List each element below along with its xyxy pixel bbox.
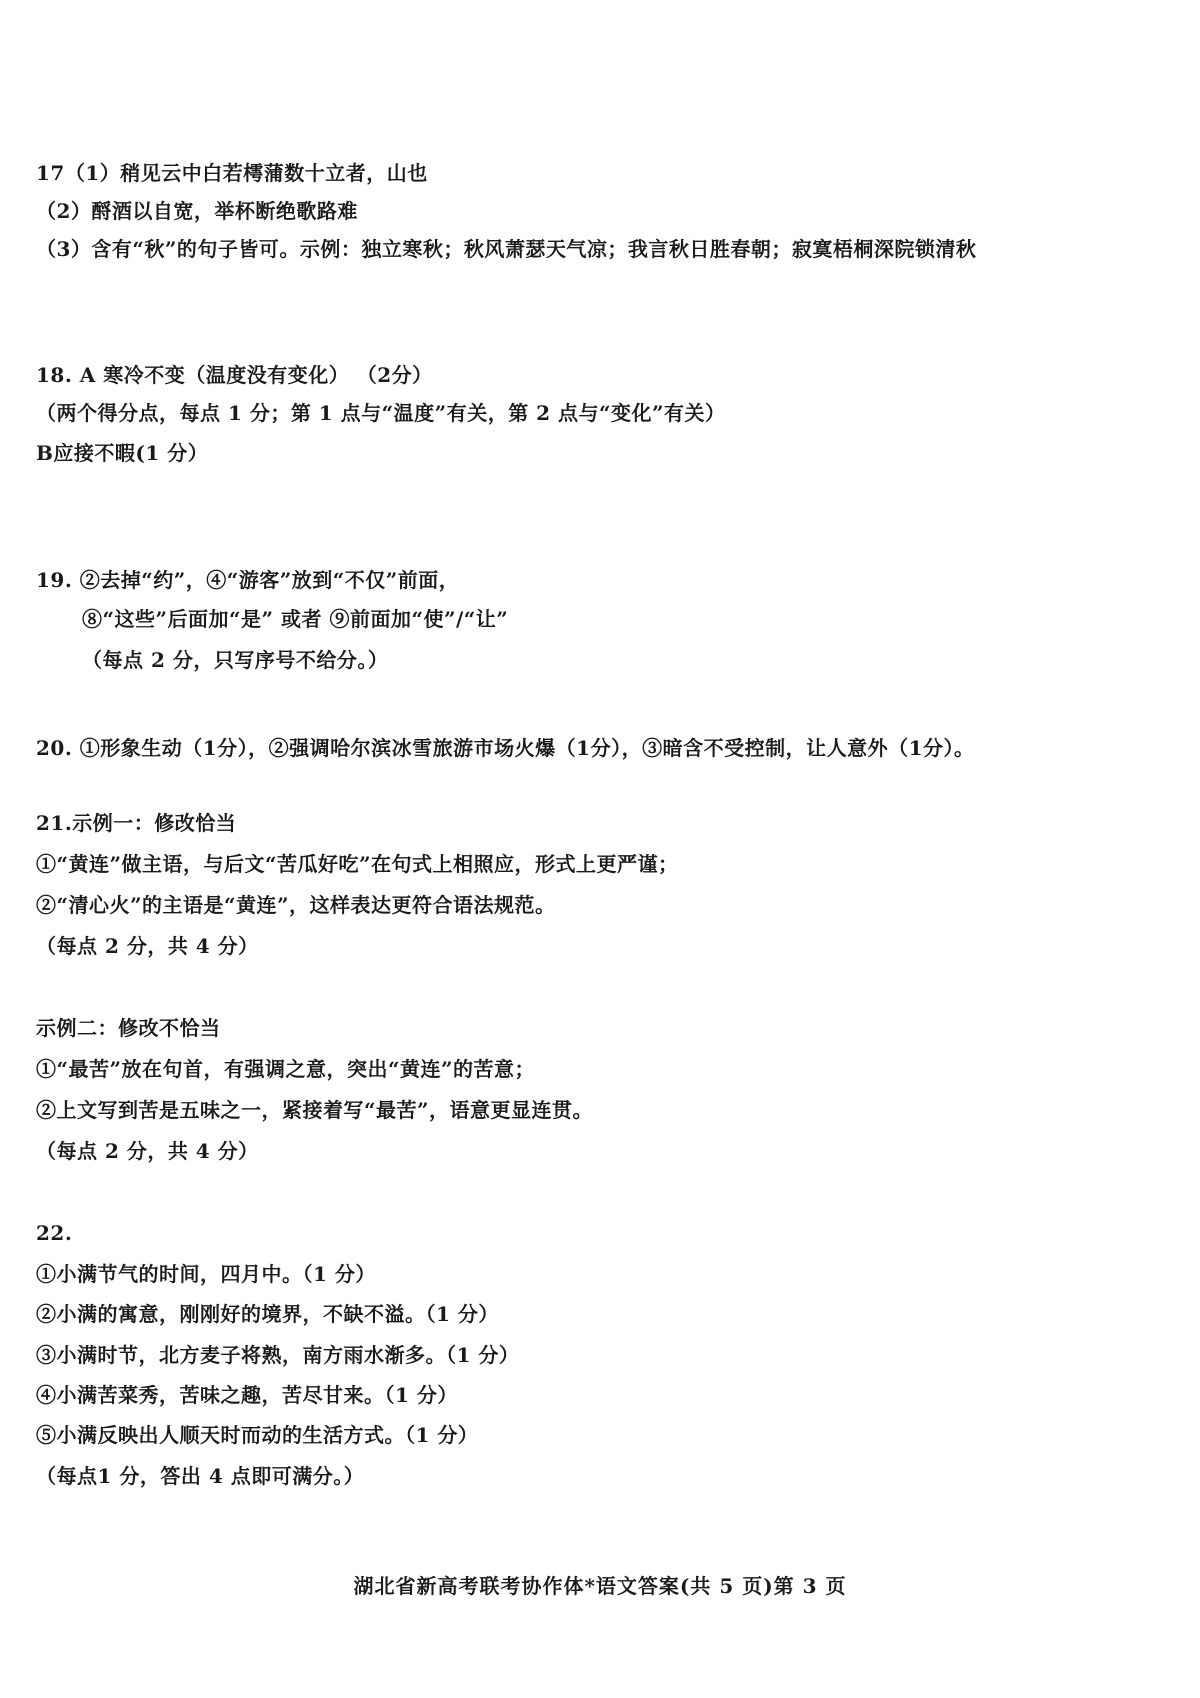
q20-line-1: 20. ①形象生动（1分），②强调哈尔滨冰雪旅游市场火爆（1分），③暗含不受控制，让人意外（1分）。 [36, 736, 975, 760]
q21-line-8: （每点 2 分，共 4 分） [36, 1139, 259, 1163]
q22-line-1: 22. [36, 1221, 73, 1245]
q22-line-2: ①小满节气的时间，四月中。（1 分） [36, 1262, 376, 1286]
q21-line-7: ②上文写到苦是五味之一，紧接着写“最苦”，语意更显连贯。 [36, 1098, 594, 1122]
q21-line-1: 21.示例一：修改恰当 [36, 811, 237, 835]
q22-line-5: ④小满苦菜秀，苦味之趣，苦尽甘来。（1 分） [36, 1383, 458, 1407]
q22-line-7: （每点1 分，答出 4 点即可满分。） [36, 1464, 365, 1488]
q18-line-1: 18. A 寒冷不变（温度没有变化） （2分） [36, 363, 433, 387]
q17-line-3: （3）含有“秋”的句子皆可。示例：独立寒秋；秋风萧瑟天气凉；我言秋日胜春朝；寂寞梧桐深院锁清秋 [36, 237, 977, 261]
q21-line-2: ①“黄连”做主语，与后文“苦瓜好吃”在句式上相照应，形式上更严谨； [36, 852, 679, 876]
q17-line-1: 17（1）稍见云中白若樗蒲数十立者，山也 [36, 161, 428, 185]
page-footer: 湖北省新高考联考协作体*语文答案(共 5 页)第 3 页 [353, 1574, 847, 1598]
q19-line-1: 19. ②去掉“约”，④“游客”放到“不仅”前面， [36, 568, 460, 592]
q18-line-2: （两个得分点，每点 1 分；第 1 点与“温度”有关，第 2 点与“变化”有关） [36, 401, 726, 425]
q22-line-3: ②小满的寓意，刚刚好的境界，不缺不溢。（1 分） [36, 1302, 499, 1326]
q22-line-4: ③小满时节，北方麦子将熟，南方雨水渐多。（1 分） [36, 1343, 520, 1367]
q19-line-3: （每点 2 分，只写序号不给分。） [82, 648, 389, 672]
q21-line-6: ①“最苦”放在句首，有强调之意，突出“黄连”的苦意； [36, 1057, 536, 1081]
q17-line-2: （2）酹酒以自宽，举杯断绝歌路难 [36, 199, 358, 223]
q19-line-2: ⑧“这些”后面加“是” 或者 ⑨前面加“使”/“让” [82, 607, 509, 631]
q21-line-3: ②“清心火”的主语是“黄连”，这样表达更符合语法规范。 [36, 893, 556, 917]
q22-line-6: ⑤小满反映出人顺天时而动的生活方式。（1 分） [36, 1423, 479, 1447]
q21-line-5: 示例二：修改不恰当 [36, 1016, 221, 1040]
q21-line-4: （每点 2 分，共 4 分） [36, 934, 259, 958]
q18-line-3: B应接不暇(1 分） [36, 441, 209, 465]
